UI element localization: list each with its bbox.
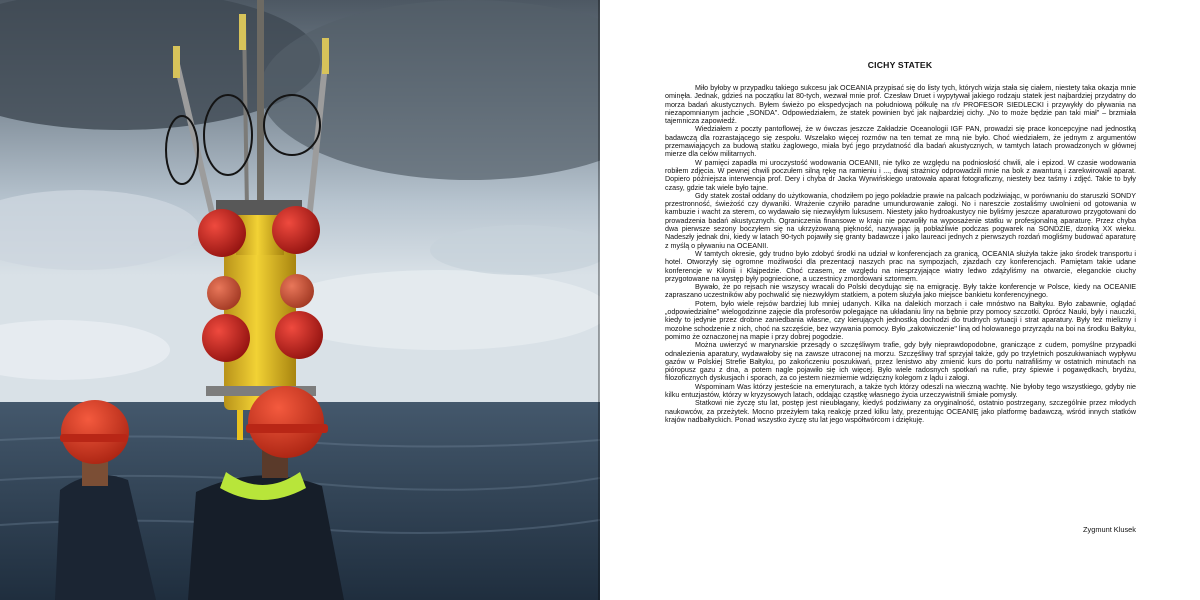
paragraph: Wiedziałem z poczty pantoflowej, że w ówczas jeszcze Zakładzie Oceanologii IGF PAN, prowadzi się prace koncepcyjne nad jednostką badawczą dla rozrastającego się zespołu. Wszelako więcej rozmów na ten temat ze mną nie było. Choć wiedziałem, że jednym z argumentów przemawiających za budową statku żaglowego, miała być jego przydatność dla badań akustycznych, w tamtych latach prowadzonych w głównej mierze dla celów militarnych.: [665, 125, 1136, 159]
paragraph: Statkowi nie życzę stu lat, postęp jest nieubłagany, kiedyś podziwiany za oryginalność, ostatnio postrzegany, szczególnie przez młodych naukowców, za przeżytek. Mocno przeżyłem taką reakcję przed kilku laty, prezentując OCEANIĘ jako platformę badawczą, wśród innych statków krajów nadbałtyckich. Ponad wszystko życzę stu lat jego współtwórcom i dziękuję.: [665, 399, 1136, 424]
paragraph: Potem, było wiele rejsów bardziej lub mniej udanych. Kilka na dalekich morzach i całe mnóstwo na Bałtyku. Było zabawnie, oglądać „odpowiedzialne" wielogodzinne zajęcie dla profesorów polegające na układaniu liny na bębnie przy pomocy szczotki. Oprócz Nauki, były i nauczki, kiedy to jedynie przez drobne zaniedbania własne, czy kierujących jednostką dochodzi do trudnych sytuacji i strat aparatury. Były też mielizny i mozolne schodzenie z nich, choć na szczęście, bez wzywania pomocy. Było „zakotwiczenie" liną od holowanego przyrządu na boi na środku Bałtyku, pomimo że oznaczonej na mapie i przy dobrej pogodzie.: [665, 299, 1136, 341]
paragraph: W pamięci zapadła mi uroczystość wodowania OCEANII, nie tylko ze względu na podniosłość chwili, ale i epizod. W czasie wodowania robiłem zdjęcia. W pewnej chwili poczułem silną rękę na ramieniu i ..., dwaj strażnicy odprowadzili mnie na bok z awanturą i zarekwirowali aparat. Dopiero późniejsza interwencja prof. Dery i chyba dr Jacka Wyrwińskiego uratowała aparat fotograficzny, niestety bez taśmy i zdjęć. Takie to były czasy, gdzie tak wiele było tajne.: [665, 158, 1136, 192]
paragraph: Można uwierzyć w marynarskie przesądy o szczęśliwym trafie, gdy były nieprawdopodobne, graniczące z cudem, pomyślne przypadki odnalezienia aparatury, wydawałoby się na zawsze utraconej na morzu. Szczęśliwy traf sprzyjał także, gdy po trzyletnich poszukiwaniach wypływu gazów w Polskiej Strefie Bałtyku, po zakończeniu poszukiwań, przez lenistwo aby zmienić kurs do portu natrafiliśmy w ostatnich minutach na pióropusz gazu z dna, a potem nagle pojawiło się ich więcej. Było wiele radosnych spotkań na rufie, przy śpiewie i pogawędkach, brydżu, filozoficznych dyskusjach i sporach, za co jestem niezmiernie wdzięczny kolegom z lądu i załogi.: [665, 341, 1136, 383]
paragraph: Miło byłoby w przypadku takiego sukcesu jak OCEANIA przypisać się do listy tych, których wizja stała się ciałem, niestety taka okazja mnie ominęła. Jednak, gdzieś na początku lat 80-tych, wezwał mnie prof. Czesław Druet i wypytywał jakiego rodzaju statek jest najbardziej przydatny do morza badań akustycznych. Byłem świeżo po ekspedycjach na południową półkulę na r/v PROFESOR SIEDLECKI i przywykły do pływania na niezapomnianym jachcie „SONDA". Odpowiedziałem, że statek powinien być jak najbardziej cichy. „No to może będzie pan taki miał" – brzmiała tajemnicza zapowiedź.: [665, 84, 1136, 126]
article-title: CICHY STATEK: [867, 60, 933, 70]
paragraph: W tamtych okresie, gdy trudno było zdobyć środki na udział w konferencjach za granicą, OCEANIA służyła także jako środek transportu i hotel. Otworzyły się ogromne możliwości dla prezentacji naszych prac na sympozjach, zjazdach czy konferencjach. Pamiętam takie udane konferencje w Kilonii i Klajpedzie. Choć czasem, ze względu na niesprzyjające wiatry ledwo zdążyliśmy na otwarcie, eleganckie ciuchy przygotowane na występ były pogniecione, a uczestnicy zmordowani sztormem.: [665, 249, 1136, 283]
paragraph: Wspominam Was którzy jesteście na emeryturach, a także tych którzy odeszli na wieczną wachtę. Nie byłoby tego wszystkiego, gdyby nie kilku entuzjastów, którzy w kryzysowych latach, oddając cząstkę własnego życia urzeczywistnili śmiałe pomysły.: [665, 382, 1136, 399]
text-page: [600, 0, 1200, 600]
paragraph: Gdy statek został oddany do użytkowania, chodziłem po jego pokładzie prawie na palcach podziwiając, w porównaniu do staruszki SONDY przestronność, świeżość czy dywaniki. Wrażenie czyniło paradne umundurowanie załogi. No i nareszcie zostaliśmy uwolnieni od gotowania w kambuzie i wacht za sterem, co wydawało się niezwykłym luksusem. Niestety jako hydroakustycy nie byliśmy jeszcze aparaturowo przygotowani do prowadzenia badań akustycznych. Ograniczenia finansowe w kraju nie pozwoliły na wyposażenie statku w profesjonalną aparaturę. Przez chyba dwa pierwsze sezony boczyłem się na ukrzyżowaną piękność, nazywając ją pobłażliwie podczas pogwarek na SONDZIE, dzonką XX wieku. Nadeszły jednak dni, kiedy w latach 90-tych pojawiły się granty badawcze i jako laureaci jednych z pierwszych rozdań mogliśmy budować aparaturę z myślą o pływaniu na OCEANII.: [665, 191, 1136, 250]
article-body: [665, 84, 1136, 424]
author-signature: Zygmunt Klusek: [1083, 525, 1136, 534]
paragraph: Bywało, że po rejsach nie wszyscy wracali do Polski decydując się na emigrację. Były także konferencje w Polsce, kiedy na OCEANIE zapraszano uczestników aby pochwalić się niezwykłym statkiem, a potem służyła jako miejsce bankietu konferencyjnego.: [665, 283, 1136, 300]
